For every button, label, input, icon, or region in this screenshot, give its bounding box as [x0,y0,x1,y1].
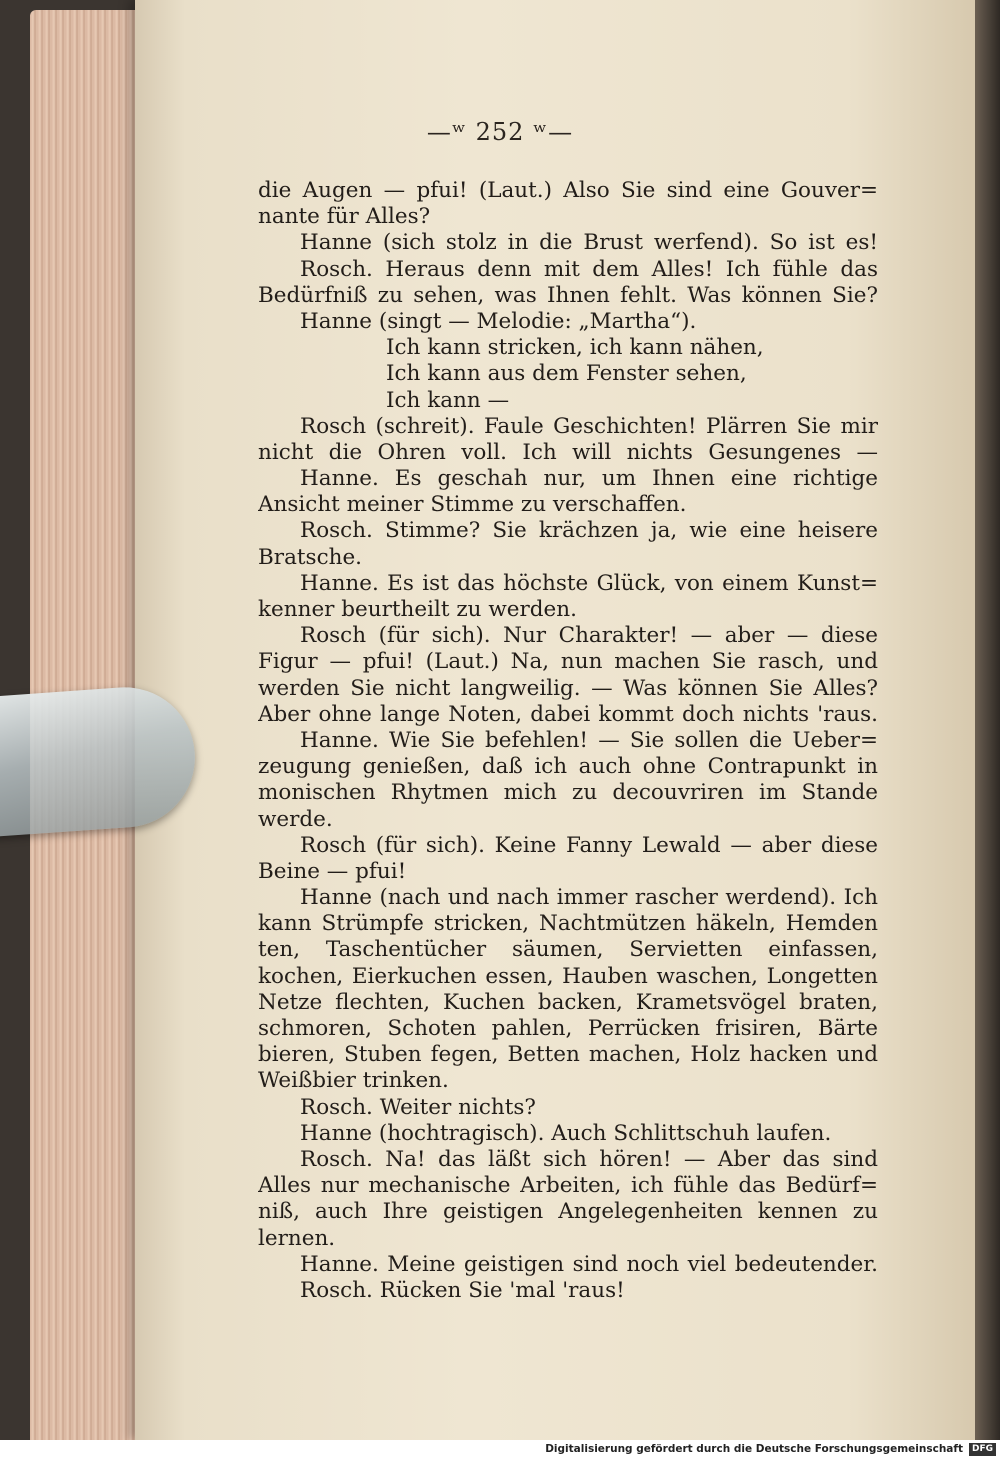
page-gutter-shadow [975,0,1000,1440]
text-line: Hanne (nach und nach immer rascher werdend). Ich [300,885,878,911]
text-line: Rosch (für sich). Nur Charakter! — aber — diese [300,623,878,649]
text-line: Hanne. Meine geistigen sind noch viel bedeutender. [300,1251,878,1277]
text-line: bieren, Stuben fegen, Betten machen, Holz hacken und [258,1042,878,1068]
text-line: Alles nur mechanische Arbeiten, ich fühle das Bedürf= [258,1173,878,1199]
text-line: Hanne. Es geschah nur, um Ihnen eine richtige [300,466,878,492]
text-line: Ansicht meiner Stimme zu verschaffen. [258,492,687,518]
text-line: Hanne. Es ist das höchste Glück, von einem Kunst= [300,570,878,596]
text-line: Rosch. Rücken Sie 'mal 'raus! [300,1277,625,1303]
text-line: Rosch (schreit). Faule Geschichten! Plärren Sie mir [300,413,878,439]
text-line: ten, Taschentücher säumen, Servietten einfassen, [258,937,878,963]
text-line: Netze flechten, Kuchen backen, Krametsvögel braten, [258,989,878,1015]
text-line: Hanne (singt — Melodie: „Martha“). [300,308,697,334]
text-line: Ich kann — [386,387,510,413]
text-line: schmoren, Schoten pahlen, Perrücken frisiren, Bärte [258,1016,878,1041]
text-line: Hanne (sich stolz in die Brust werfend). So ist es! [300,230,878,256]
text-line: Rosch. Na! das läßt sich hören! — Aber das sind [300,1146,878,1172]
text-line: Hanne (hochtragisch). Auch Schlittschuh laufen. [300,1120,832,1146]
text-line: Rosch. Weiter nichts? [300,1094,536,1120]
page-text [258,178,878,1304]
text-line: Figur — pfui! (Laut.) Na, nun machen Sie rasch, und [258,649,878,675]
text-line: Bratsche. [258,544,363,570]
text-line: zeugung genießen, daß ich auch ohne Contrapunkt in [258,754,878,780]
text-line: Aber ohne lange Noten, dabei kommt doch nichts 'raus. [258,701,878,727]
text-line: kochen, Eierkuchen essen, Hauben waschen, Longetten [258,963,878,989]
page-number: —ʷ 252 ʷ— [426,118,574,146]
footer-bar [0,1440,1000,1458]
text-line: die Augen — pfui! (Laut.) Also Sie sind eine Gouver= [258,178,878,203]
text-line: lernen. [258,1225,336,1251]
text-line: nicht die Ohren voll. Ich will nichts Gesungenes — [258,439,878,465]
text-line: Ich kann aus dem Fenster sehen, [386,361,747,387]
text-line: monischen Rhytmen mich zu decouvriren im Stande [258,780,878,806]
text-line: Rosch. Stimme? Sie krächzen ja, wie eine heisere [300,518,878,544]
dfg-logo: DFG [969,1443,996,1456]
text-line: Bedürfniß zu sehen, was Ihnen fehlt. Was können Sie? [258,282,878,308]
text-line: Rosch (für sich). Keine Fanny Lewald — aber diese [300,832,878,858]
text-line: Rosch. Heraus denn mit dem Alles! Ich fühle das [300,256,878,282]
text-line: Hanne. Wie Sie befehlen! — Sie sollen die Ueber= [300,727,878,753]
text-line: Weißbier trinken. [258,1068,449,1094]
text-line: niß, auch Ihre geistigen Angelegenheiten kennen zu [258,1199,878,1225]
text-line: nante für Alles? [258,204,431,230]
text-line: werden Sie nicht langweilig. — Was können Sie Alles? [258,675,878,701]
footer-credit: Digitalisierung gefördert durch die Deutsche Forschungsgemeinschaft [545,1443,963,1455]
text-line: Beine — pfui! [258,858,407,884]
text-line: Ich kann stricken, ich kann nähen, [386,335,764,361]
text-line: kenner beurtheilt zu werden. [258,597,577,622]
text-line: kann Strümpfe stricken, Nachtmützen häkeln, Hemden [258,911,878,937]
text-line: werde. [258,806,333,832]
